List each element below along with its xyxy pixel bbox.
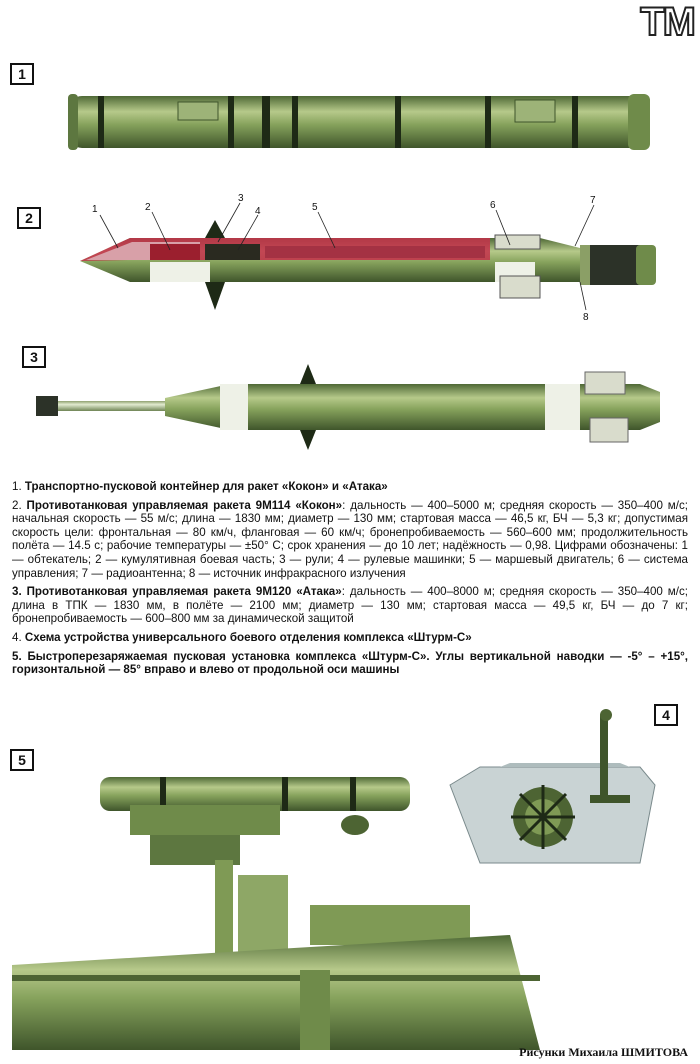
callout-7: 7: [590, 195, 596, 206]
figure-4-label: 4: [654, 704, 678, 726]
caption-3: 3. Противотанковая управляемая ракета 9М120 «Атака»: дальность — 400–8000 м; средняя скорость — 350–400 м/с; длина в ТПК — 1830 мм, в полёте — 2100 мм; диаметр — 130 мм; стартовая масса — 49,5 кг, БЧ — до 7 кг; бронепробиваемость — 600–800 мм за динамической защитой: [12, 585, 688, 626]
caption-1: 1. Транспортно-пусковой контейнер для ракет «Кокон» и «Атака»: [12, 480, 388, 493]
figure-5-launcher-drawing: [0, 765, 560, 1050]
callout-6: 6: [490, 200, 496, 211]
caption-2: 2. Противотанковая управляемая ракета 9М114 «Кокон»: дальность — 400–5000 м; средняя скорость — 350–400 м/с; начальная скорость — 55 м/с; длина — 1830 мм; диаметр — 130 мм; стартовая масса — 46,5 кг, БЧ — 5,3 кг; допустимая скорость цели: фронтальная — 80 км/ч, фланговая — 60 км/ч; бронепробиваемость — 560–600 мм; продолжительность полёта — 14.5 с; рабочие температуры — ±50° С; срок хранения — до 10 лет; надёжность — 0,98. Цифрами обозначены: 1 — обтекатель; 2 — кумулятивная боевая часть; 3 — рули; 4 — рулевые машинки; 5 — маршевый двигатель; 6 — система управления; 7 — радиоантенна; 8 — источник инфракрасного излучения: [12, 498, 688, 580]
callout-1: 1: [92, 204, 98, 215]
callout-3: 3: [238, 193, 244, 204]
figure-1-container-drawing: [0, 80, 700, 160]
figure-2-label: 2: [17, 207, 41, 229]
figure-3-label: 3: [22, 346, 46, 368]
caption-block: [12, 480, 688, 682]
logo-tm: ТМ: [640, 0, 694, 44]
figure-2-missile-cutaway: [0, 190, 700, 330]
caption-5: 5. Быстроперезаряжаемая пусковая установка комплекса «Штурм-С». Углы вертикальной наводки — -5° – +15°, горизонтальной — 85° вправо и влево от продольной оси машины: [12, 649, 688, 677]
callout-5: 5: [312, 202, 318, 213]
figure-5-label: 5: [10, 749, 34, 771]
callout-8: 8: [583, 312, 589, 323]
illustration-credit: Рисунки Михаила ШМИТОВА: [519, 1045, 688, 1059]
callout-4: 4: [255, 206, 261, 217]
figure-3-missile-drawing: [0, 360, 700, 460]
caption-4: 4. Схема устройства универсального боевого отделения комплекса «Штурм-С»: [12, 630, 472, 644]
callout-2: 2: [145, 202, 151, 213]
figure-1-label: 1: [10, 63, 34, 85]
